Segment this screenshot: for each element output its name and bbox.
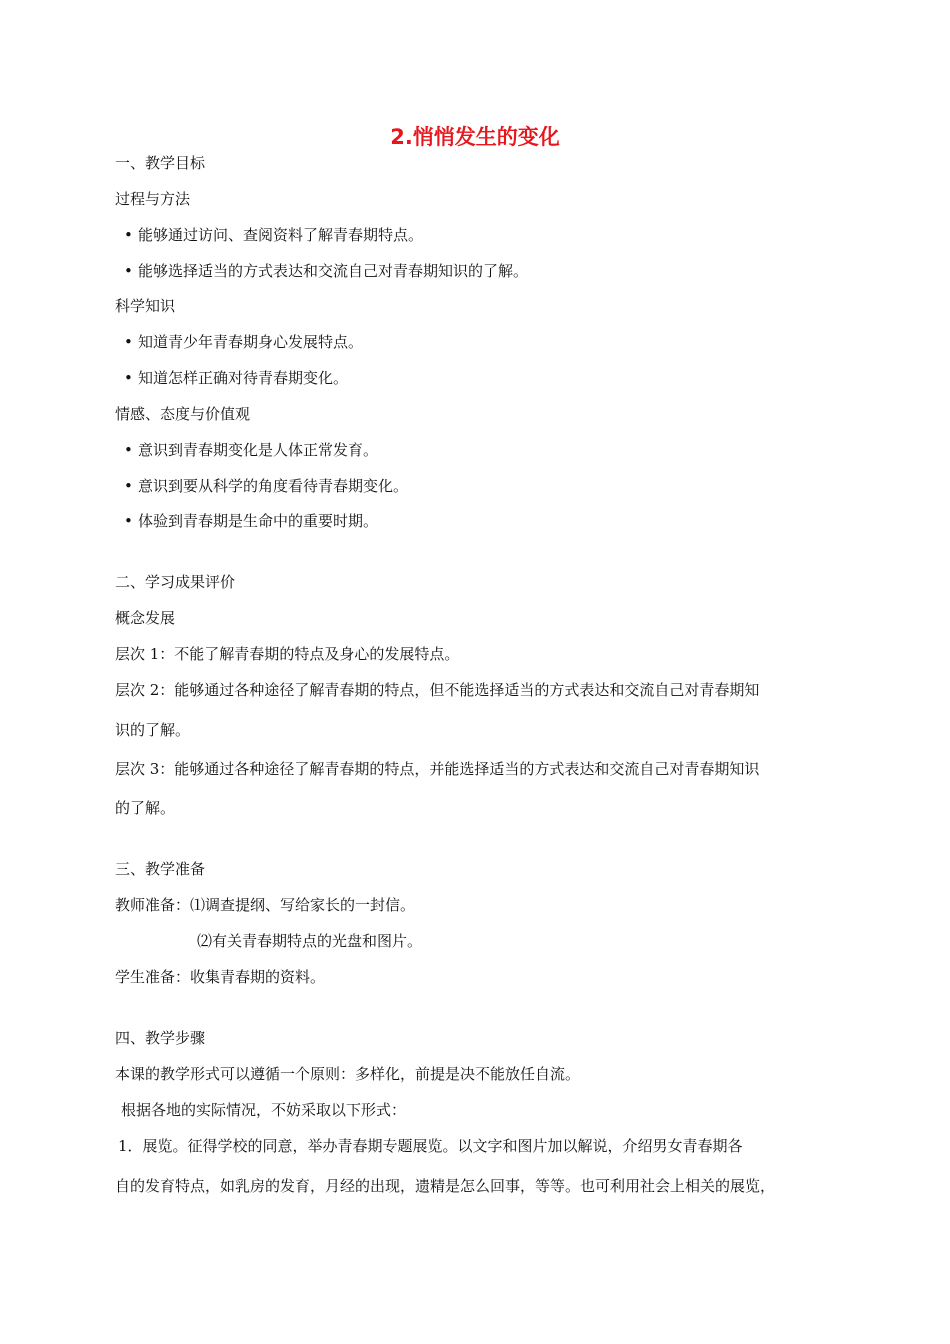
bullet-item: • 知道青少年青春期身心发展特点。: [124, 333, 364, 351]
group-label-knowledge: 科学知识: [115, 297, 176, 315]
bullet-item: • 知道怎样正确对待青春期变化。: [124, 369, 349, 387]
bullet-item: • 意识到青春期变化是人体正常发育。: [124, 441, 379, 459]
teacher-prep-2: ⑵有关青春期特点的光盘和图片。: [197, 932, 423, 950]
paragraph: 本课的教学形式可以遵循一个原则：多样化，前提是决不能放任自流。: [115, 1065, 581, 1083]
level-text: 层次 2：能够通过各种途径了解青春期的特点，但不能选择适当的方式表达和交流自己对青春期知: [115, 681, 760, 699]
subheading-concept: 概念发展: [115, 609, 176, 627]
bullet-icon: •: [124, 333, 133, 351]
level-text: 层次 3：能够通过各种途径了解青春期的特点，并能选择适当的方式表达和交流自己对青春期知识: [115, 760, 760, 778]
bullet-icon: •: [124, 369, 133, 387]
bullet-icon: •: [124, 477, 133, 495]
bullet-icon: •: [124, 512, 133, 530]
bullet-item: • 意识到要从科学的角度看待青春期变化。: [124, 477, 409, 495]
student-prep: 学生准备：收集青春期的资料。: [115, 968, 326, 986]
section-heading-steps: 四、教学步骤: [115, 1029, 206, 1047]
document-title: 2.悄悄发生的变化: [390, 125, 560, 149]
bullet-icon: •: [124, 226, 133, 244]
bullet-icon: •: [124, 441, 133, 459]
group-label-values: 情感、态度与价值观: [115, 405, 251, 423]
bullet-item: • 体验到青春期是生命中的重要时期。: [124, 512, 379, 530]
paragraph: 1．展览。征得学校的同意，举办青春期专题展览。以文字和图片加以解说，介绍男女青春期各: [118, 1137, 743, 1155]
level-text: 识的了解。: [115, 721, 191, 739]
section-heading-objectives: 一、教学目标: [115, 154, 206, 172]
bullet-icon: •: [124, 262, 133, 280]
section-heading-preparation: 三、教学准备: [115, 860, 206, 878]
group-label-process: 过程与方法: [115, 190, 191, 208]
paragraph: 根据各地的实际情况，不妨采取以下形式：: [121, 1101, 407, 1119]
teacher-prep: 教师准备：⑴调查提纲、写给家长的一封信。: [115, 896, 416, 914]
bullet-item: • 能够选择适当的方式表达和交流自己对青春期知识的了解。: [124, 262, 529, 280]
section-heading-assessment: 二、学习成果评价: [115, 573, 236, 591]
bullet-item: • 能够通过访问、查阅资料了解青春期特点。: [124, 226, 424, 244]
level-text: 的了解。: [115, 799, 176, 817]
level-text: 层次 1：不能了解青春期的特点及身心的发展特点。: [115, 645, 460, 663]
paragraph: 自的发育特点，如乳房的发育，月经的出现，遗精是怎么回事，等等。也可利用社会上相关的展览，: [115, 1177, 776, 1195]
